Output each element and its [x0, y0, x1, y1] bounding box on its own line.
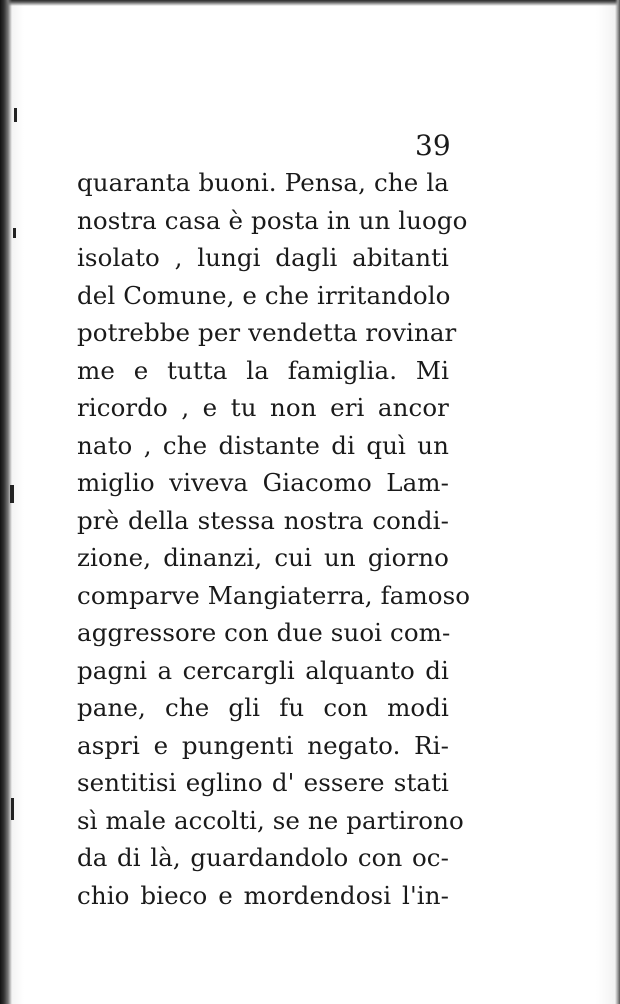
margin-mark: [13, 228, 16, 238]
text-line: pane, che gli fu con modi: [77, 693, 449, 722]
text-line: chio bieco e mordendosi l'in-: [77, 880, 449, 910]
text-line: ricordo , e tu non eri ancor: [77, 393, 449, 422]
text-line: quaranta buoni. Pensa, che la: [77, 168, 449, 197]
margin-mark: [11, 798, 14, 820]
text-line: me e tutta la famiglia. Mi: [77, 355, 449, 385]
text-line: aspri e pungenti negato. Ri-: [77, 730, 449, 760]
top-edge-shadow: [0, 0, 620, 6]
text-line: zione, dinanzi, cui un giorno: [77, 543, 449, 572]
margin-mark: [14, 108, 17, 122]
text-line: aggressore con due suoi com-: [77, 618, 451, 647]
text-line: sentitisi eglino d' essere stati: [77, 768, 449, 797]
text-line: potrebbe per vendetta rovinar: [77, 318, 457, 347]
text-line: comparve Mangiaterra, famoso: [77, 580, 471, 610]
body-text: [77, 164, 471, 914]
page-number: 39: [415, 129, 451, 162]
text-line: pagni a cercargli alquanto di: [77, 655, 449, 685]
text-line: nostra casa è posta in un luogo: [77, 205, 468, 235]
right-edge-shadow: [615, 0, 620, 1004]
text-line: da di là, guardandolo con oc-: [77, 843, 449, 872]
margin-mark: [10, 485, 14, 503]
text-line: prè della stessa nostra condi-: [77, 505, 449, 535]
text-line: sì male accolti, se ne partirono: [77, 805, 464, 835]
text-line: nato , che distante di quì un: [77, 430, 449, 460]
text-line: miglio viveva Giacomo Lam-: [77, 468, 449, 497]
text-line: del Comune, e che irritandolo: [77, 280, 451, 310]
text-line: isolato , lungi dagli abitanti: [77, 243, 449, 272]
